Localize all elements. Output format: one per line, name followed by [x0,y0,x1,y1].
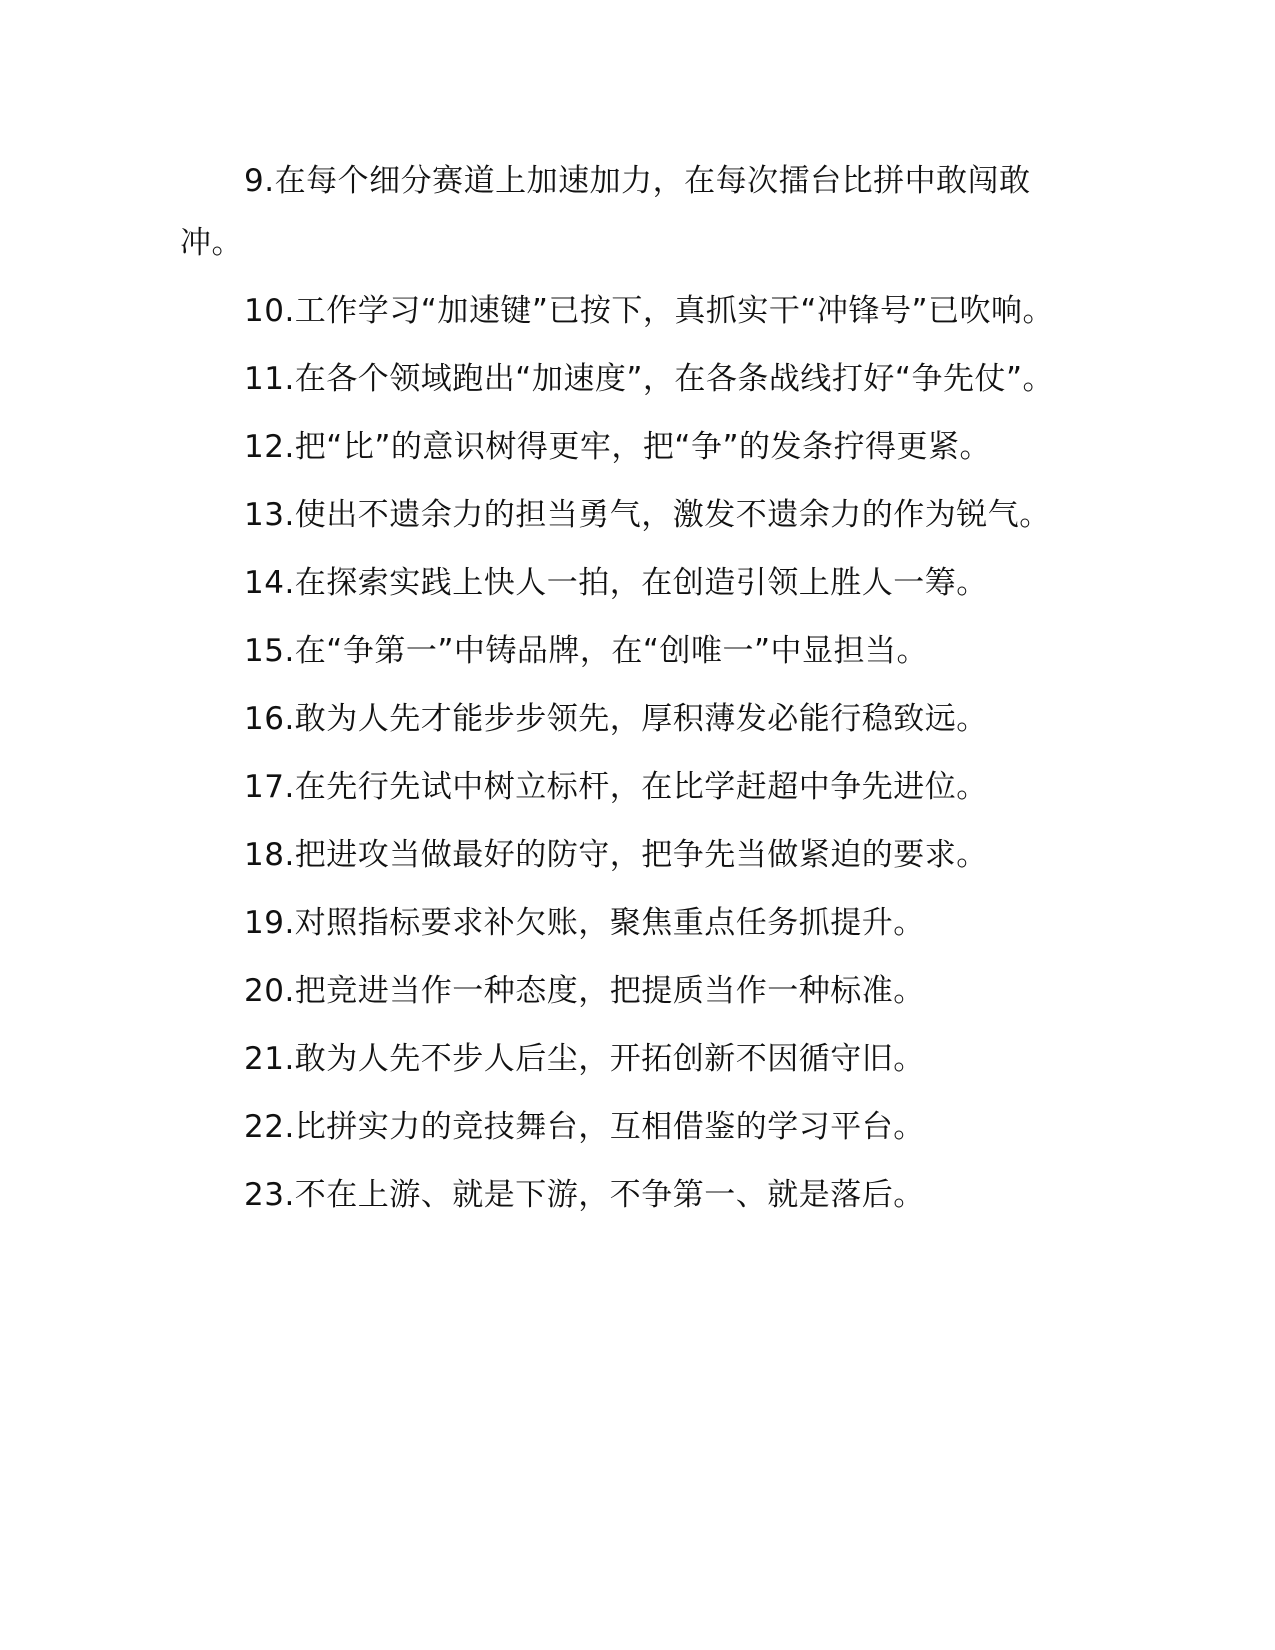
paragraph-15: 15.在“争第一”中铸品牌，在“创唯一”中显担当。 [244,633,929,669]
paragraph-13: 13.使出不遗余力的担当勇气，激发不遗余力的作为锐气。 [244,497,1051,533]
paragraph-16: 16.敢为人先才能步步领先，厚积薄发必能行稳致远。 [244,701,988,737]
paragraph-10: 10.工作学习“加速键”已按下，真抓实干“冲锋号”已吹响。 [244,293,1055,329]
paragraph-18: 18.把进攻当做最好的防守，把争先当做紧迫的要求。 [244,837,988,873]
paragraph-21: 21.敢为人先不步人后尘，开拓创新不因循守旧。 [244,1041,925,1077]
paragraph-14: 14.在探索实践上快人一拍，在创造引领上胜人一筹。 [244,565,988,601]
paragraph-17: 17.在先行先试中树立标杆，在比学赶超中争先进位。 [244,769,988,805]
paragraph-19: 19.对照指标要求补欠账，聚焦重点任务抓提升。 [244,905,925,941]
paragraph-9: 9.在每个细分赛道上加速加力，在每次擂台比拼中敢闯敢冲。 [180,163,1031,261]
document-body [180,150,1088,1232]
paragraph-12: 12.把“比”的意识树得更牢，把“争”的发条拧得更紧。 [244,429,992,465]
paragraph-22: 22.比拼实力的竞技舞台，互相借鉴的学习平台。 [244,1109,925,1145]
paragraph-23: 23.不在上游、就是下游，不争第一、就是落后。 [244,1177,925,1213]
paragraph-20: 20.把竞进当作一种态度，把提质当作一种标准。 [244,973,925,1009]
paragraph-11: 11.在各个领域跑出“加速度”，在各条战线打好“争先仗”。 [244,361,1055,397]
